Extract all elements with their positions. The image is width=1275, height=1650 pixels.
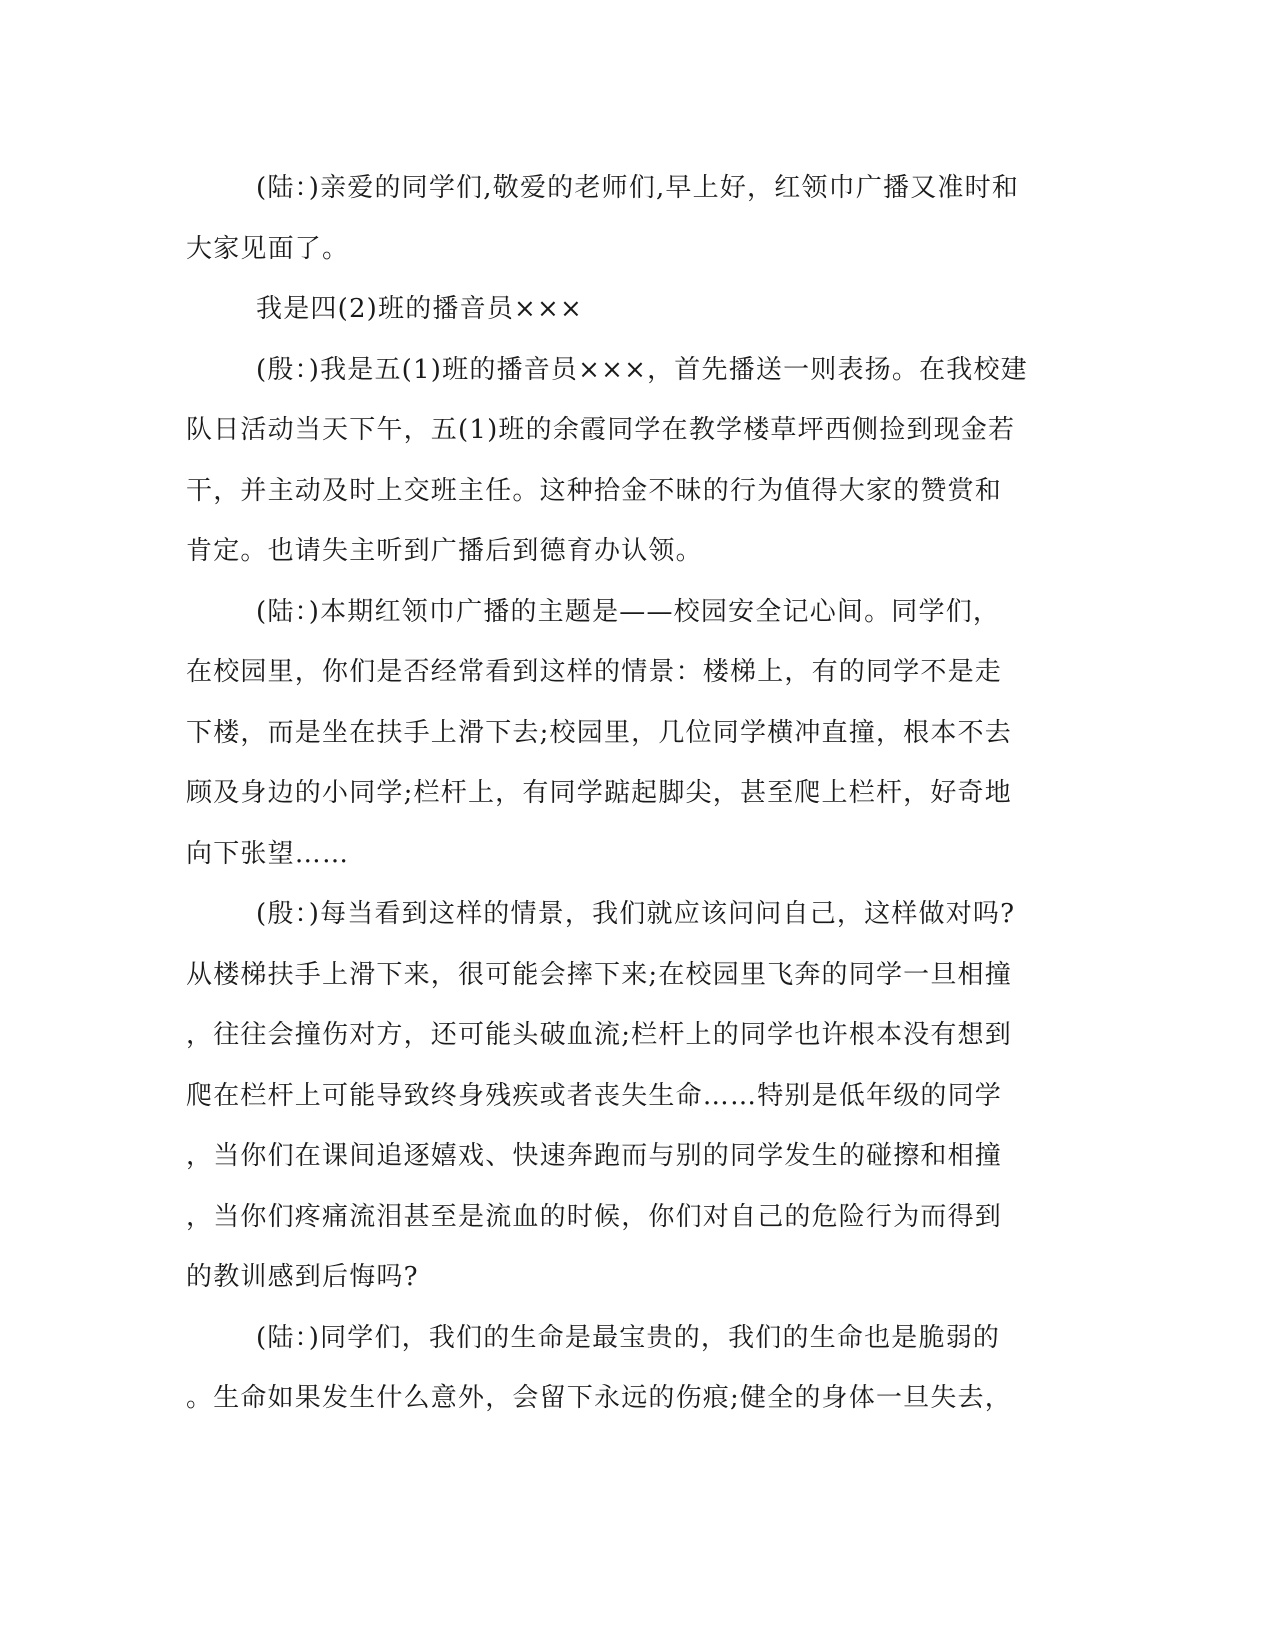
- text-line: 向下张望……: [186, 838, 350, 869]
- text-line: ，往往会撞伤对方，还可能头破血流;栏杆上的同学也许根本没有想到: [186, 1020, 1012, 1050]
- text-line: 从楼梯扶手上滑下来，很可能会摔下来;在校园里飞奔的同学一旦相撞: [186, 959, 1012, 990]
- paragraph-theme: [186, 582, 1046, 885]
- text-line: 大家见面了。: [186, 233, 350, 264]
- text-line: 的教训感到后悔吗?: [186, 1262, 419, 1292]
- paragraph-life-value: [186, 1308, 1046, 1429]
- text-line: (陆：)本期红领巾广播的主题是——校园安全记心间。同学们，: [256, 596, 1001, 627]
- text-line: 干，并主动及时上交班主任。这种拾金不昧的行为值得大家的赞赏和: [186, 475, 1003, 506]
- text-line: (殷：)我是五(1)班的播音员×××，首先播送一则表扬。在我校建: [256, 354, 1028, 385]
- text-line: 爬在栏杆上可能导致终身残疾或者丧失生命……特别是低年级的同学: [186, 1080, 1003, 1111]
- paragraph-announcer-intro: [186, 279, 1046, 340]
- text-line: (陆：)同学们，我们的生命是最宝贵的，我们的生命也是脆弱的: [256, 1322, 1001, 1353]
- text-line: ，当你们在课间追逐嬉戏、快速奔跑而与别的同学发生的碰擦和相撞: [186, 1141, 1003, 1171]
- text-line: 下楼，而是坐在扶手上滑下去;校园里，几位同学横冲直撞，根本不去: [186, 717, 1012, 748]
- text-line: ，当你们疼痛流泪甚至是流血的时候，你们对自己的危险行为而得到: [186, 1201, 1003, 1232]
- text-line: 肯定。也请失主听到广播后到德育办认领。: [186, 536, 703, 566]
- text-line: (陆：)亲爱的同学们,敬爱的老师们,早上好，红领巾广播又准时和: [256, 173, 1020, 203]
- paragraph-reflection: [186, 884, 1046, 1308]
- text-line: 队日活动当天下午，五(1)班的余霞同学在教学楼草坪西侧捡到现金若: [186, 415, 1016, 445]
- text-line: 在校园里，你们是否经常看到这样的情景：楼梯上，有的同学不是走: [186, 657, 1003, 687]
- text-line: 顾及身边的小同学;栏杆上，有同学踮起脚尖，甚至爬上栏杆，好奇地: [186, 778, 1012, 808]
- paragraph-commendation: [186, 340, 1046, 582]
- text-line: 我是四(2)班的播音员×××: [256, 294, 583, 324]
- text-line: 。生命如果发生什么意外，会留下永远的伤痕;健全的身体一旦失去，: [186, 1383, 1012, 1413]
- text-line: (殷：)每当看到这样的情景，我们就应该问问自己，这样做对吗?: [256, 899, 1016, 929]
- document-body: [186, 158, 1046, 1429]
- paragraph-greeting: [186, 158, 1046, 279]
